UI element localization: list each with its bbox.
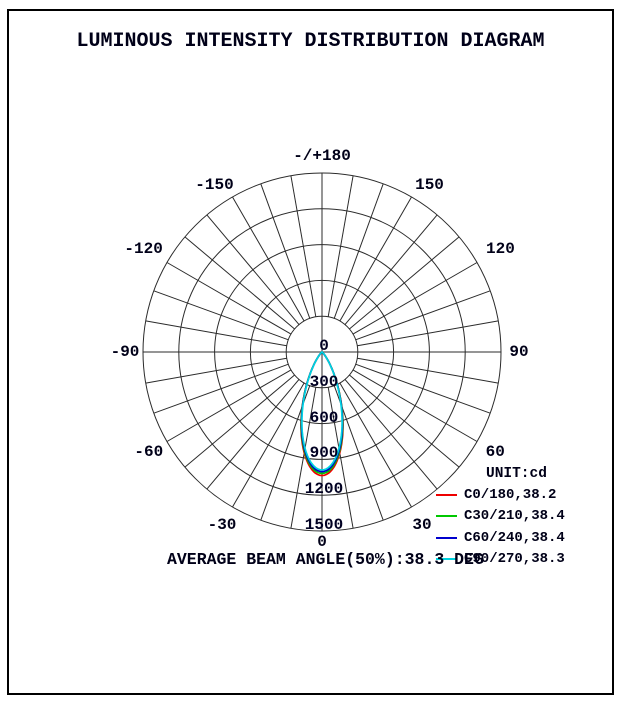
legend-item-C0-180: [436, 484, 565, 506]
polar-grid-spoke: [291, 176, 316, 317]
angle-label-30: 30: [412, 516, 432, 535]
angle-label-120: 120: [485, 240, 515, 258]
polar-grid-spoke: [340, 383, 412, 507]
polar-grid-spoke: [340, 197, 412, 321]
polar-grid-spoke: [261, 184, 310, 319]
polar-grid-spoke: [328, 176, 353, 317]
polar-grid-spoke: [357, 321, 498, 346]
polar-grid-spoke: [353, 370, 477, 442]
chart-title: LUMINOUS INTENSITY DISTRIBUTION DIAGRAM: [76, 30, 545, 53]
polar-grid-spoke: [349, 237, 459, 329]
legend-swatch-line: [436, 537, 457, 539]
angle-label--30: -30: [207, 516, 237, 535]
polar-grid-spoke: [185, 237, 295, 329]
angle-label--90: -90: [110, 343, 140, 361]
legend-item-C60-240: [436, 527, 565, 549]
legend-swatch-line: [436, 515, 457, 517]
legend-item-label: C90/270,38.3: [464, 551, 565, 568]
polar-grid-spoke: [357, 358, 498, 383]
legend-item-label: C30/210,38.4: [464, 508, 565, 525]
angle-label-0: 0: [317, 533, 327, 551]
average-beam-angle-text: AVERAGE BEAM ANGLE(50%):38.3 DEG: [167, 550, 484, 569]
polar-grid-spoke: [356, 291, 491, 340]
polar-grid-spoke: [233, 383, 305, 507]
radial-tick-label-1500: 1500: [304, 516, 344, 534]
polar-grid-spoke: [154, 291, 289, 340]
angle-label--150: -150: [195, 175, 234, 194]
legend-item-label: C60/240,38.4: [464, 529, 565, 546]
polar-grid-spoke: [353, 263, 477, 335]
polar-grid-spoke: [167, 370, 291, 442]
radial-tick-label-600: 600: [309, 408, 339, 427]
polar-grid-spoke: [349, 375, 459, 467]
legend-unit-label: UNIT:cd: [486, 466, 547, 482]
polar-grid-spoke: [356, 364, 491, 413]
radial-tick-label-900: 900: [309, 444, 339, 463]
polar-grid-spoke: [146, 358, 287, 383]
legend-swatch-line: [436, 494, 457, 496]
legend-item-label: C0/180,38.2: [464, 486, 557, 503]
polar-grid-spoke: [207, 379, 299, 489]
polar-grid-spoke: [334, 184, 383, 319]
polar-grid-spoke: [154, 364, 289, 413]
angle-label-150: 150: [415, 175, 444, 194]
angle-label-90: 90: [509, 343, 529, 361]
polar-grid-spoke: [345, 379, 437, 489]
radial-tick-label-300: 300: [309, 372, 339, 391]
angle-label--60: -60: [134, 443, 164, 461]
polar-grid-spoke: [233, 197, 305, 321]
radial-tick-label-1200: 1200: [304, 480, 344, 499]
legend-item-C30-210: [436, 506, 565, 528]
angle-label--120: -120: [124, 240, 163, 258]
radial-tick-label-0: 0: [319, 337, 329, 355]
polar-grid-spoke: [167, 263, 291, 335]
polar-grid-spoke: [345, 215, 437, 325]
polar-grid-spoke: [207, 215, 299, 325]
angle-label-60: 60: [485, 443, 505, 461]
angle-label-180: -/+180: [293, 147, 351, 165]
polar-grid-spoke: [146, 321, 287, 346]
polar-grid-spoke: [185, 375, 295, 467]
